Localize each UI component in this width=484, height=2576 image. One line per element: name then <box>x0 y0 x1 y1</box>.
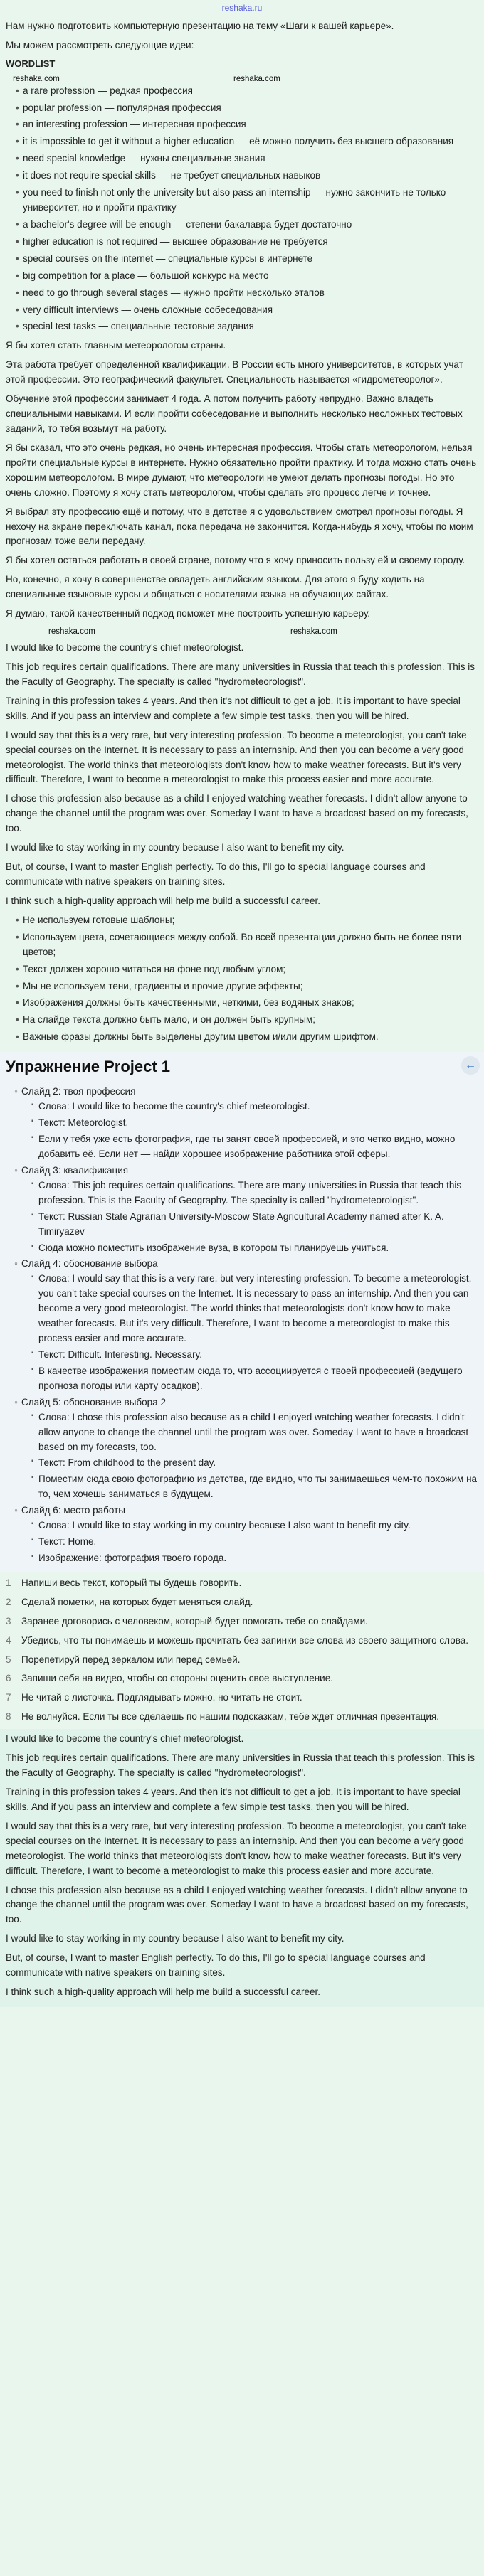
tip-text: Запиши себя на видео, чтобы со стороны оценить свое выступление. <box>21 1673 333 1684</box>
paragraph: I would say that this is a very rare, but very interesting profession. To become a meteorologist, you can't take special courses on the Internet. It is necessary to pass an internship. And then you can become a very good meteorologist. The world thinks that meteorologists don't know how to make weather forecasts. But it's very difficult. Therefore, I want to become a meteorologist to make this process easier and more accurate. <box>6 1820 467 1876</box>
tip-text: Напиши весь текст, который ты будешь говорить. <box>21 1577 242 1588</box>
watermark: reshaka.com <box>233 74 280 83</box>
wordlist-item: • it does not require special skills — не требует специальных навыков <box>16 169 478 183</box>
watermark: reshaka.com <box>48 627 95 637</box>
slide-label: Слайд 3: квалификация <box>21 1164 129 1176</box>
paragraph: Но, конечно, я хочу в совершенстве овладеть английским языком. Для этого я буду ходить на специальные языковые курсы и общаться с носителями языка на обучающих сайтах. <box>6 574 425 600</box>
final-text <box>0 1729 484 2007</box>
tip-number: 8 <box>6 1711 11 1723</box>
paragraph: This job requires certain qualifications. There are many universities in Russia that teach this profession. This is the Faculty of Geography. The specialty is called "hydrometeorologist". <box>6 661 475 687</box>
wordlist-item: • very difficult interviews — очень сложные собеседования <box>16 303 478 318</box>
paragraph: Training in this profession takes 4 years. And then it's not difficult to get a job. It is important to have special skills. And if you pass an interview and complete a few simple test tasks, then you will be hired. <box>6 1787 461 1812</box>
wordlist-item: • special courses on the internet — специальные курсы в интернете <box>16 252 478 267</box>
paragraph: I think such a high-quality approach will help me build a successful career. <box>6 895 320 906</box>
wordlist-item: • it is impossible to get it without a higher education — её можно получить без высшего образования <box>16 134 478 149</box>
template-rule: • Не используем готовые шаблоны; <box>16 913 478 928</box>
paragraph: I would like to stay working in my country because I also want to benefit my city. <box>6 1933 344 1944</box>
tip-item <box>6 1710 478 1725</box>
paragraph: Эта работа требует определенной квалификации. В России есть много университетов, в которых учат этой профессии. Это географический факультет. Специальность называется «гидрометеоролог». <box>6 359 463 385</box>
paragraph: I would like to become the country's chief meteorologist. <box>6 1733 244 1745</box>
wordlist-item: • special test tasks — специальные тестовые задания <box>16 319 478 334</box>
slide-detail: ▪ Слова: I would like to stay working in my country because I also want to benefit my city. <box>31 1518 478 1533</box>
tip-text: Сделай пометки, на которых будет меняться слайд. <box>21 1596 253 1607</box>
paragraph: But, of course, I want to master English perfectly. To do this, I'll go to special language courses and communicate with native speakers on training sites. <box>6 861 426 887</box>
slide-label: Слайд 5: обоснование выбора 2 <box>21 1396 166 1407</box>
wordlist-item: • an interesting profession — интересная профессия <box>16 117 478 132</box>
wordlist-title: WORDLIST <box>6 58 56 70</box>
slide-detail: ▪ Слова: This job requires certain qualifications. There are many universities in Russia that teach this profession. This is the Faculty of Geography. The specialty is called "hydrometeorologist". <box>31 1178 478 1208</box>
tip-text: Не волнуйся. Если ты все сделаешь по нашим подсказкам, тебе ждет отличная презентация. <box>21 1711 439 1723</box>
paragraph: I would like to stay working in my country because I also want to benefit my city. <box>6 842 344 853</box>
slide-label: Слайд 2: твоя профессия <box>21 1086 136 1097</box>
template-rule: • Мы не используем тени, градиенты и прочие другие эффекты; <box>16 979 478 994</box>
tip-number: 4 <box>6 1634 11 1646</box>
paragraph: Training in this profession takes 4 years. And then it's not difficult to get a job. It is important to have special skills. And if you pass an interview and complete a few simple test tasks, then you will be hired. <box>6 695 461 721</box>
tip-item <box>6 1671 478 1686</box>
wordlist-item: • a rare profession — редкая профессия <box>16 84 478 99</box>
slide-detail: ▪ Изображение: фотография твоего города. <box>31 1551 478 1566</box>
exercise-heading <box>0 1052 484 1082</box>
tip-number: 1 <box>6 1577 11 1588</box>
paragraph: Я выбрал эту профессию ещё и потому, что в детстве я с удовольствием смотрел прогнозы погоды. Я нехочу на экране переключать канал, пока передача не закончится. Когда-нибудь я хочу, чтобы по моим прогнозам тоже вели передачу. <box>6 506 473 547</box>
slide-detail: ▪ Слова: I would say that this is a very rare, but very interesting profession. To become a meteorologist, you can't take special courses on the Internet. It is necessary to pass an internship. And then you can become a very good meteorologist. The world thinks that meteorologists don't know how to make weather forecasts. But it's very difficult. Therefore, I want to become a meteorologist to make this process easier and more accurate. <box>31 1272 478 1346</box>
site-link[interactable]: reshaka.ru <box>221 3 263 13</box>
paragraph: Я бы хотел стать главным метеорологом страны. <box>6 340 226 351</box>
paragraph: I think such a high-quality approach will help me build a successful career. <box>6 1986 320 1998</box>
slide-detail: ▪ Поместим сюда свою фотографию из детства, где видно, что ты занимаешься чем-то похожим на то, чем хочешь заниматься в будущем. <box>31 1472 478 1502</box>
paragraph: I would like to become the country's chief meteorologist. <box>6 642 244 654</box>
russian-text <box>6 339 478 622</box>
tip-number: 2 <box>6 1596 11 1607</box>
intro-line-1: Нам нужно подготовить компьютерную презентацию на тему «Шаги к вашей карьере». <box>6 20 394 31</box>
slide-detail: ▪ Слова: I would like to become the country's chief meteorologist. <box>31 1100 478 1114</box>
tip-number: 7 <box>6 1692 11 1703</box>
exercise-box <box>0 1082 484 1572</box>
slide-item <box>14 1257 478 1393</box>
tip-number: 3 <box>6 1615 11 1627</box>
paragraph: Обучение этой профессии занимает 4 года. А потом получить работу непрудно. Важно владеть специальными навыками. И если пройти собеседование и выполнить несколько несложных тестовых заданий, то тебя возьмут на работу. <box>6 393 463 435</box>
tip-number: 6 <box>6 1673 11 1684</box>
slide-item <box>14 1503 478 1566</box>
template-rule: • Изображения должны быть качественными, четкими, без водяных знаков; <box>16 996 478 1011</box>
tip-item <box>6 1653 478 1668</box>
slide-detail: ▪ Текст: Difficult. Interesting. Necessary. <box>31 1348 478 1363</box>
slide-detail: ▪ В качестве изображения поместим сюда то, что ассоциируется с твоей профессией (ведущего прогноза погоды или карту осадков). <box>31 1364 478 1394</box>
slide-item <box>14 1085 478 1162</box>
slide-detail: ▪ Текст: Russian State Agrarian University-Moscow State Agricultural Academy named after K. A. Timiryazev <box>31 1210 478 1240</box>
paragraph: I would say that this is a very rare, but very interesting profession. To become a meteorologist, you can't take special courses on the Internet. It is necessary to pass an internship. And then you can become a very good meteorologist. The world thinks that meteorologists don't know how to make weather forecasts. But it's very difficult. Therefore, I want to become a meteorologist to make this process easier and more accurate. <box>6 729 467 785</box>
template-rules <box>6 913 478 1045</box>
slide-detail: ▪ Сюда можно поместить изображение вуза, в котором ты планируешь учиться. <box>31 1241 478 1256</box>
wordlist <box>6 84 478 335</box>
template-rule: • Важные фразы должны быть выделены другим цветом и/или другим шрифтом. <box>16 1030 478 1045</box>
wordlist-item: • popular profession — популярная профессия <box>16 101 478 116</box>
wordlist-item: • you need to finish not only the university but also pass an internship — нужно закончить не только университет, но и пройти практику <box>16 186 478 215</box>
paragraph: Я бы сказал, что это очень редкая, но очень интересная профессия. Чтобы стать метеорологом, нельзя пройти специальные курсы в интернете. Нужно обязательно пройти практику. И тогда можно стать очень хорошим метеорологом. В мире думают, что метеорологи не умеют делать прогнозы погоды. Но это очень сложно. Поэтому я хочу стать метеорологом, чтобы сделать это процесс легче и точнее. <box>6 442 477 498</box>
wordlist-item: • a bachelor's degree will be enough — степени бакалавра будет достаточно <box>16 218 478 233</box>
paragraph: I chose this profession also because as a child I enjoyed watching weather forecasts. I didn't allow anyone to change the channel until the program was over. Someday I want to have a broadcast based on my forecasts, too. <box>6 793 468 834</box>
wordlist-item: • need special knowledge — нужны специальные знания <box>16 151 478 166</box>
paragraph: Я думаю, такой качественный подход поможет мне построить успешную карьеру. <box>6 608 371 619</box>
tip-item <box>6 1576 478 1591</box>
wordlist-item: • big competition for a place — большой конкурс на место <box>16 269 478 284</box>
template-rule: • На слайде текста должно быть мало, и он должен быть крупным; <box>16 1013 478 1028</box>
tip-item <box>6 1691 478 1705</box>
tip-item <box>6 1634 478 1649</box>
tip-text: Порепетируй перед зеркалом или перед семьей. <box>21 1654 241 1665</box>
tip-text: Не читай с листочка. Подглядывать можно, но читать не стоит. <box>21 1692 302 1703</box>
tip-number: 5 <box>6 1654 11 1665</box>
slide-detail: ▪ Если у тебя уже есть фотография, где ты занят своей профессией, и это четко видно, можно добавить её. Если нет — найди хорошее изображение работника этой сферы. <box>31 1132 478 1162</box>
tips <box>6 1576 478 1725</box>
slide-label: Слайд 6: место работы <box>21 1505 125 1516</box>
template-rule: • Используем цвета, сочетающиеся между собой. Во всей презентации должно быть не более пяти цветов; <box>16 930 478 960</box>
back-arrow-icon[interactable]: ← <box>461 1056 480 1075</box>
paragraph: This job requires certain qualifications. There are many universities in Russia that teach this profession. This is the Faculty of Geography. The specialty is called "hydrometeorologist". <box>6 1752 475 1779</box>
intro <box>6 19 478 53</box>
slide-list <box>6 1085 478 1566</box>
wordlist-item: • need to go through several stages — нужно пройти несколько этапов <box>16 286 478 301</box>
slide-item <box>14 1395 478 1502</box>
tip-item <box>6 1595 478 1610</box>
paragraph: Я бы хотел остаться работать в своей стране, потому что я хочу приносить пользу ей и своему городу. <box>6 555 465 566</box>
slide-detail: ▪ Текст: Home. <box>31 1535 478 1550</box>
paragraph: I chose this profession also because as a child I enjoyed watching weather forecasts. I didn't allow anyone to change the channel until the program was over. Someday I want to have a broadcast based on my forecasts, too. <box>6 1884 468 1925</box>
slide-detail: ▪ Текст: From childhood to the present day. <box>31 1456 478 1471</box>
template-rule: • Текст должен хорошо читаться на фоне под любым углом; <box>16 962 478 977</box>
intro-line-2: Мы можем рассмотреть следующие идеи: <box>6 39 194 50</box>
slide-detail: ▪ Текст: Meteorologist. <box>31 1116 478 1131</box>
slide-item <box>14 1164 478 1256</box>
slide-label: Слайд 4: обоснование выбора <box>21 1258 158 1270</box>
exercise-title: Упражнение Project 1 <box>6 1058 171 1076</box>
wordlist-item: • higher education is not required — высшее образование не требуется <box>16 235 478 250</box>
english-text <box>6 641 478 909</box>
watermark: reshaka.com <box>290 627 337 637</box>
tip-item <box>6 1614 478 1629</box>
watermark: reshaka.com <box>13 74 60 83</box>
slide-detail: ▪ Слова: I chose this profession also because as a child I enjoyed watching weather forecasts. I didn't allow anyone to change the channel until the program was over. Someday I want to have a broadcast based on my forecasts, too. <box>31 1410 478 1455</box>
tip-text: Заранее договорись с человеком, который будет помогать тебе со слайдами. <box>21 1615 368 1627</box>
paragraph: But, of course, I want to master English perfectly. To do this, I'll go to special language courses and communicate with native speakers on training sites. <box>6 1952 426 1979</box>
tip-text: Убедись, что ты понимаешь и можешь прочитать без запинки все слова из своего защитного слова. <box>21 1634 468 1646</box>
